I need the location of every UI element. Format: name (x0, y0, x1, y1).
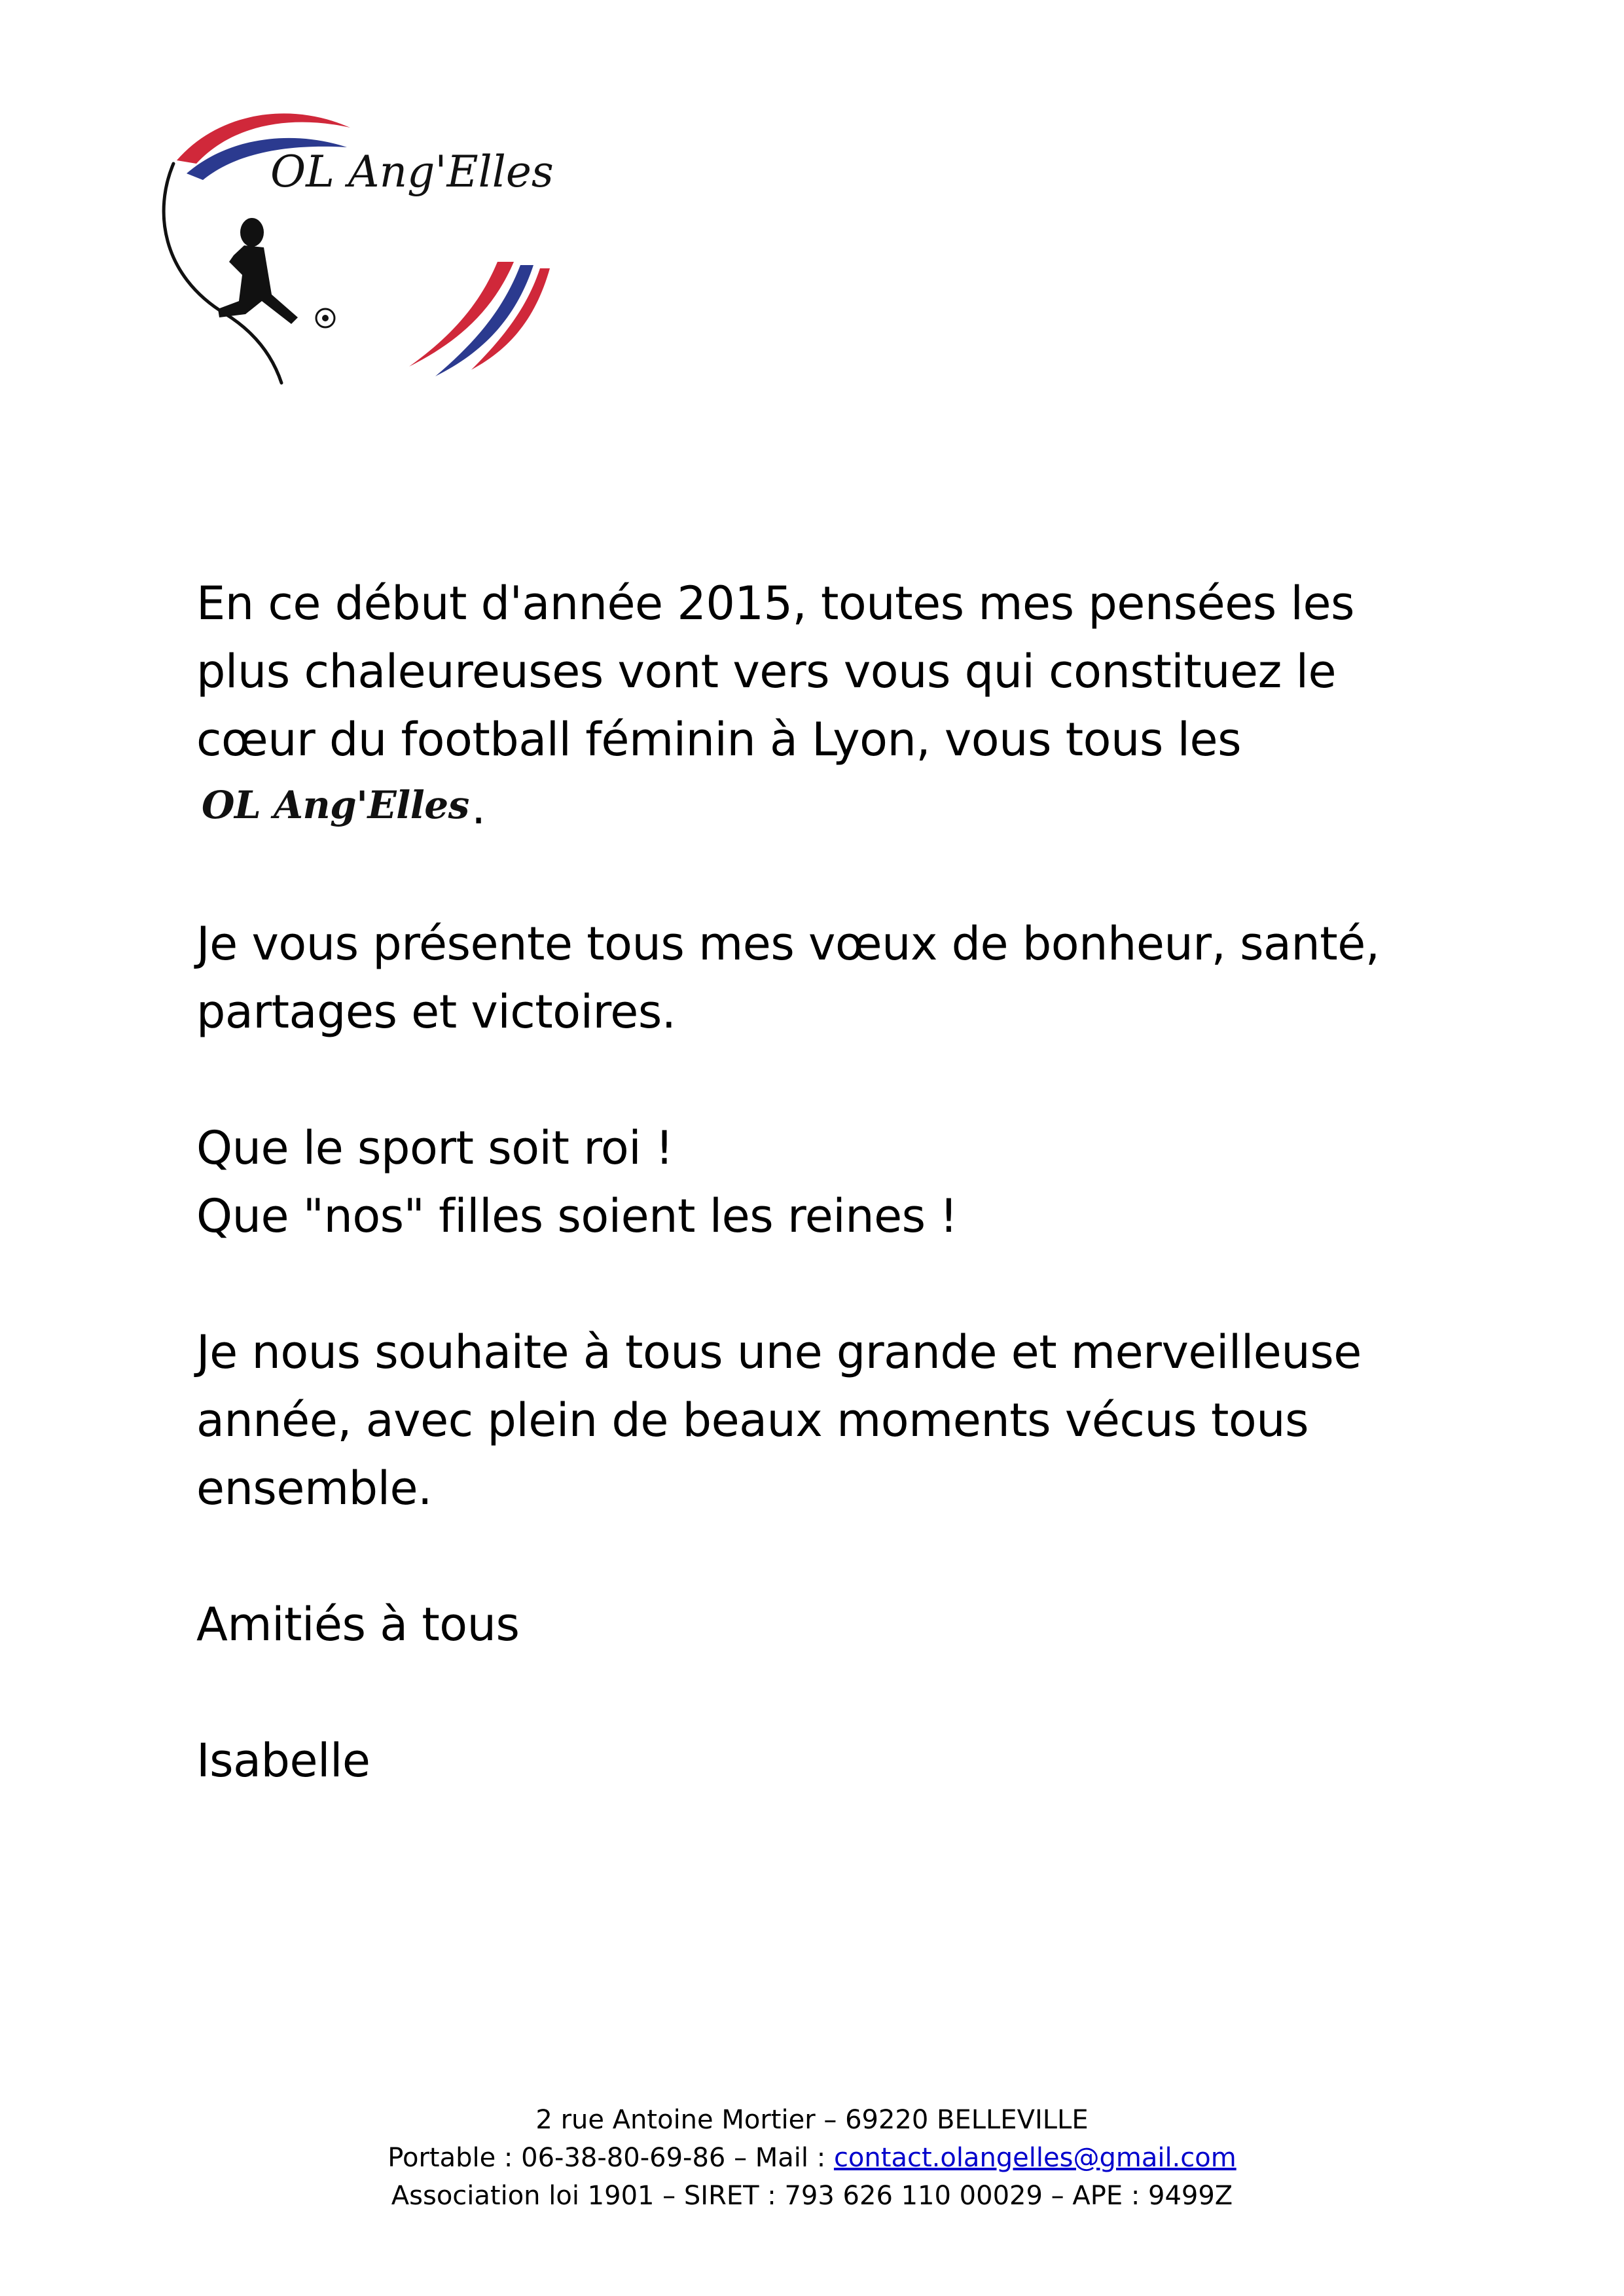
footer-phone: Portable : 06-38-80-69-86 – Mail : (388, 2143, 834, 2173)
paragraph-greeting (196, 569, 1440, 842)
footer-contact (0, 2139, 1624, 2177)
paragraph-sport-line2: Que "nos" filles soient les reines ! (196, 1189, 958, 1243)
signature: Isabelle (196, 1734, 370, 1787)
greeting-end: . (471, 781, 486, 834)
footer-legal: Association loi 1901 – SIRET : 793 626 110 00029 – APE : 9499Z (391, 2181, 1233, 2211)
paragraph-wishes: Je vous présente tous mes vœux de bonheur, santé, partages et victoires. (196, 917, 1380, 1039)
footer-address: 2 rue Antoine Mortier – 69220 BELLEVILLE (535, 2105, 1089, 2135)
greeting-text: En ce début d'année 2015, toutes mes pensées les plus chaleureuses vont vers vous qui constituez le cœur du football féminin à Lyon, vous tous les (196, 577, 1354, 766)
letter-body (196, 569, 1440, 1795)
footer (0, 2101, 1624, 2215)
footer-email-link[interactable]: contact.olangelles@gmail.com (833, 2143, 1236, 2173)
inline-brand-text: OL Ang'Elles (202, 783, 469, 827)
paragraph-year-wish: Je nous souhaite à tous une grande et merveilleuse année, avec plein de beaux moments vécus tous ensemble. (196, 1325, 1362, 1515)
closing: Amitiés à tous (196, 1598, 520, 1651)
paragraph-sport-line1: Que le sport soit roi ! (196, 1121, 674, 1175)
inline-brand-logo (196, 778, 471, 830)
logo-lettering: OL Ang'Elles (270, 147, 554, 197)
ol-angelles-logo (147, 98, 605, 399)
